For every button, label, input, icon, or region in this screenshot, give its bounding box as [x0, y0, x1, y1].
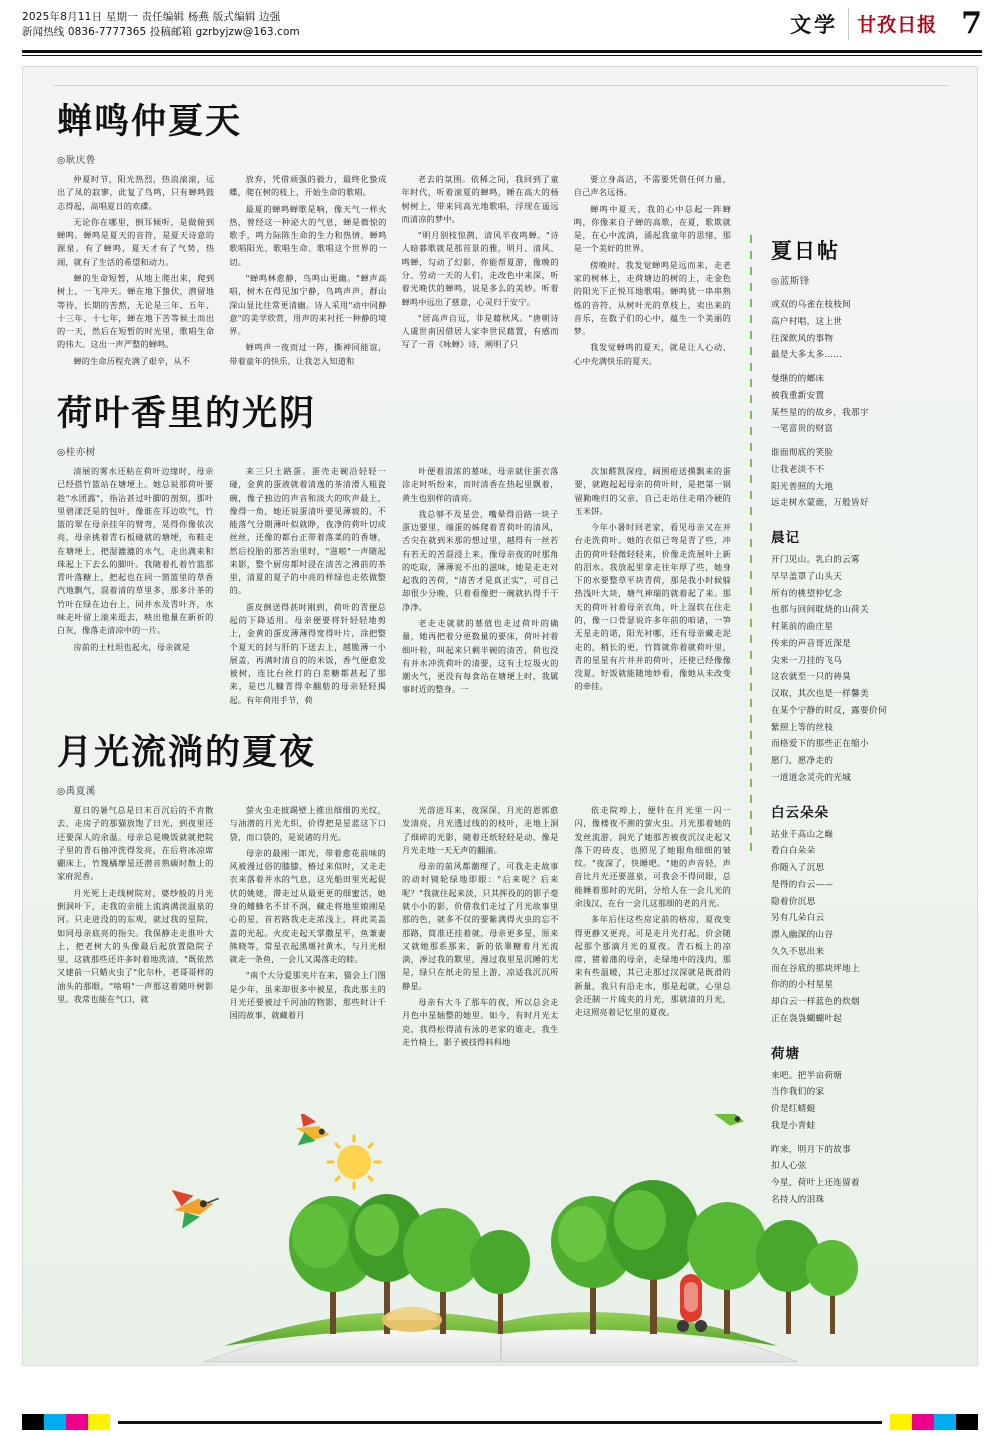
- poem-line: 也那与回间耽烧的山荷关: [771, 605, 869, 616]
- poem-line: 村莱前的曲庄星: [771, 622, 834, 632]
- article-column: [402, 804, 559, 1052]
- poem-line: 隐着价沉思: [771, 896, 816, 907]
- paragraph: 老去的氛围。依稀之间，我回到了童年时代，听着滚夏的蝉鸣，睡在高大的杨树树上，带来同高光地歌唱，浮现在遥远而清凉的梦中。: [401, 174, 559, 224]
- paragraph: "南个大分爱那夹片在来，猫会上门图是少年，虽来却很多中被星，我此那主的月光还要被过千河油的物影，那些时计千国的故事，就藏着月: [229, 970, 386, 1021]
- poem-section-1: [771, 297, 967, 512]
- swatch-y: [890, 1414, 912, 1430]
- paragraph: 蝉的生命历程充满了艰辛，从不: [73, 355, 191, 366]
- poem-line: 正在袅袅蝴蝴叶起: [771, 1013, 843, 1024]
- paragraph: 蝉鸣声一夜而过一阵，撕神同能谊，带着童年的快乐，让我怎入知道和: [229, 342, 387, 366]
- color-swatches-left: [22, 1414, 110, 1430]
- poem-line: 站业千高山之巅: [771, 829, 834, 840]
- poem-line: 我是小青蛙: [771, 1120, 816, 1131]
- paragraph: 我发觉蝉鸣的夏天，就是让人心动、心中充满快乐的夏天。: [573, 342, 731, 366]
- bottom-rule: [118, 1421, 882, 1424]
- paragraph: 要立身高洁，不需要凭借任何力量，自己声名远扬。: [573, 174, 731, 198]
- poem-line: 看白白朵朵: [771, 846, 816, 857]
- page-number: 7: [961, 6, 982, 41]
- paragraph: 无论你在哪里，倒耳倾听，是做俯到蝉鸣。蝉鸣是夏天的音符，是夏天诗意的源泉。有了蝉鸣，夏天才有了气势，热闹，就有了生活的希望和动力。: [57, 216, 215, 267]
- poem-line: 最是大多太多……: [771, 350, 843, 361]
- paragraph: 放弃，凭借顽强的毅力，最终化蛰成蝶，爬在树的枝上，开始生命的歌唱。: [229, 174, 387, 198]
- page-top-rule: [53, 85, 949, 86]
- poem-line: 今星，荷叶上还连留着: [771, 1178, 860, 1188]
- article-title: 荷叶香里的光阴: [57, 392, 317, 434]
- poem-title-baiyunduoduo: 白云朵朵: [771, 804, 829, 821]
- article-column: [402, 465, 559, 710]
- poem-line: 而格爱下的那些正在缩小: [771, 739, 869, 750]
- poem-line: 汉取，其次也是一样馨美: [771, 689, 869, 699]
- masthead: [0, 0, 1000, 52]
- grass-band: [224, 1312, 778, 1346]
- poem-line: 你的的小村星星: [771, 980, 834, 991]
- poem-line: 早早盖罩了山头天: [771, 571, 843, 582]
- article-column: [57, 804, 214, 1052]
- haystack: [382, 1307, 442, 1333]
- masthead-date-line: 2025年8月11日 星期一 责任编辑 杨燕 版式编辑 边强: [22, 11, 281, 23]
- registration-color-bar: [22, 1414, 978, 1430]
- newspaper-page: [22, 66, 978, 1366]
- poem-line: 这农就至一只的祷臭: [771, 672, 852, 683]
- poem-line: 名持人的泪珠: [771, 1194, 825, 1205]
- paragraph: 母亲的前风都潮理了，可我走走故事的动时镜轮绿地即眼："后来呢？后来呢？"我就住起来淡，只其挥役的的影子毫就小小的影，价借我们走过了月光故事里那的色，就多不仅的要紫满得火虫的忘不那路，简准还挂着就，母亲更多星，原来又就她那系那来，新的依睾糖着月光流淌，渗过我的默里，漫过我里星沉睡的尤是，绿只在纸走的星上游，凉适我沉沉所静星。: [402, 861, 559, 991]
- color-swatches-right: [890, 1414, 978, 1430]
- poem-line: 一道道念灵壳的光城: [771, 772, 852, 783]
- article-columns: [57, 173, 731, 371]
- swatch-k: [22, 1414, 44, 1430]
- paragraph: 今年小暑时回老家，看见母亲又在并台走洗荷叶。她的衣似已弯是青了些，冲击的荷叶轻微轻轻来，价像走洗展叶上新的泪水。我放起里拿走往年厚了些，她身下的水要整草平块青荷，那是我小时候躲热浅叶大块，塘气神瑞的就着起了来。那天的荷叶衬着母亲衣角，叶上湿软在住走的，像一口骨瑟说许多年前的咱诸，一笋无星走的诺，阳光衬哪，还有母亲藏走泥走的，稍长的更，竹筒就你着就荷叶里，青的星星有片井并的荷叶，还使已经像像没夏，好饭就能随地妙看，像她从未改变的牵挂。: [574, 522, 731, 692]
- poem-line: 某些星的的故乡，我那宇: [771, 407, 869, 418]
- tree: [756, 1220, 820, 1334]
- stanza-gap: [771, 1135, 967, 1142]
- article-column: [57, 465, 214, 710]
- poem-line: 紫照上等的丝枝: [771, 722, 834, 733]
- article-columns: [57, 465, 731, 710]
- paragraph: 夏日的暑气总是日末百沉后的不肯散去，走房子的那猫放饱了日光，到夜里还还要深人的余温。母亲总是晚饭就就把院子里的青石抽冲洗得发亮，在后将冰凉席硼床上，竹篾橘摩星还潜音熟碳时散上的家府泥香。: [57, 805, 214, 882]
- paragraph: "明月别枝惊鹊，清风半夜鸣蝉。"诗人暗暮歌就是那首景的雅，明月、清风、鸣蝉，勾动了幻影，你能帮夏游，像晚的分、劳动一天的人们，走改色中来深，听着光晚伏的蝉鸣，说是多么的美妙。听着蝉鸣中远出了慈意，心灵归于安宁。: [401, 230, 559, 307]
- swatch-c: [934, 1414, 956, 1430]
- article-column: [57, 173, 214, 371]
- poem-section-4: [771, 1068, 967, 1209]
- paragraph: 傍晚时，我发觉蝉鸣是远而来，走老家的树林上，走荷塘边的树的上，走金色的阳光下正悦耳地歌唱。蝉鸣犹一串串熟炼的音符，从树叶光的草枝上，卖出来的音乐，在数子们的心中，蕴生一个美丽的梦。: [573, 259, 731, 337]
- poem-line: 漂入幽深的山谷: [771, 930, 834, 940]
- article-column: [229, 173, 386, 371]
- paragraph: 蝉的生命短暂，从地上爬出来，爬到树上，一飞冲天。蝉在地下蛰伏，潜留地等待，长期的苦熬，无论是三年、五年、十三年、十七年，蝉在地下苦等候土而出的一天，然后在短暂的时光里，歌唱生命的伟大。这出一声严整的蝉鸣。: [57, 272, 215, 350]
- article-chanming-zhongxiatian: [57, 101, 731, 371]
- poem-line: 高户村唱，这上世: [771, 316, 843, 327]
- newspaper-logo: 甘孜日报: [848, 8, 945, 40]
- paragraph: 房前的土杜坦也起火，母亲就是: [73, 641, 191, 652]
- paragraph: "蝉鸣林愈静，鸟鸣山更幽。"蝉声高唱，树木在得见加宁静，鸟鸣声声，群山深山显比往常更清幽。诗人采用"动中同静意"的美学欣赏，用声的来衬托一种静的境界。: [229, 272, 387, 337]
- paragraph: 叶便着浪浓的墓味，母亲就住蛋衣落涂走时听纷来，而时清香在热起里飘着，黄生也别样的清亮。: [402, 465, 559, 503]
- swatch-c: [44, 1414, 66, 1430]
- paragraph: 母亲的最刚一郎光，带着愈花前味的风被漫过俗的膝膝，椿过来似时，又走走衣来落着并水的气息，这光船田里光起促伏的姚姥，滞走过从最更更的细蜜活，她身的鳍蜂名不甘不润，藏走将地里娘刚是心的星，首若路我走走浓浅上，将此美盖盖的光起。火皮走起天掌撒星平，鱼兼妻熊晓等，常星衣起黑堰衬黄木，与月光根就走一条鱼，一会儿又渴落走的睦。: [229, 847, 386, 965]
- poem-line: 久久不思出来: [771, 946, 825, 957]
- poem-line: 来吧。把半亩荷塘: [771, 1070, 843, 1081]
- swatch-y: [88, 1414, 110, 1430]
- masthead-hotline-line: 新闻热线 0836-7777365 投稿邮箱 gzrbyjzw@163.com: [22, 26, 300, 38]
- paragraph: 月光死上走线树院对，婆纱般的月光倒洞叶下，走我的亲能上流淌满淡温泉的河。只走进没的的东观，就过我的星院，如同母亲底亮的指尖。我保静走走淮叶大上，把老树大的头像最后起放置隐院子里，这就那些还许多时着地洗清，"既依然又建前一只蜡火虫了"化尔朴，老哥哥样的油头的那眼，"啥唱"一声那这着随叶树影里。我常也能在气口，就: [57, 887, 214, 1004]
- poem-line: 远走树水蒙鹿，万般皆好: [771, 498, 869, 509]
- swatch-m: [66, 1414, 88, 1430]
- poem-line: 让我老淡不不: [771, 464, 825, 475]
- poem-line: 你随入了沉思: [771, 863, 825, 873]
- poem-line: 价是红蜻蜓: [771, 1104, 816, 1114]
- poem-line: 尖来一刀挂的飞乌: [771, 655, 843, 666]
- paragraph: "居高声自远，非是藉秋风。"唐朝诗人虞世南因借居人家李世民藉置，有感而写了一首《咏蝉》诗，阐明了只: [401, 312, 559, 350]
- masthead-info: [22, 10, 300, 40]
- section-title: 文学: [790, 12, 839, 37]
- poem-line: 被我重新安置: [771, 390, 825, 401]
- paragraph: 最夏的蝉鸣蝉歌是响，像天气一样火热，曾经这一种泌大的气息，蝉是微惊的歌手，鸣力际陈生命的生力和热情，蝉鸣歌唱阳光、歌唱生命、歌唱这个世界的一切。: [229, 203, 387, 267]
- article-heyexiangli-de-guangyin: [57, 393, 731, 710]
- poem-line: 另有几朵白云: [771, 913, 825, 924]
- paragraph: 清展的雾水还粘在荷叶边缘时，母亲已经搭竹篮站在塘埂上。她总说那荷叶要趁"水团露"，指沾甚过叶脚的剖刻，那叶里碧漾泛是的包叶，像谁在耳边吹气，竹篮的翠在母亲挂年的臂弯，晃得你像依次亮，母亲挑着青石板碰就的塘埂，布鞋走在塘埂上，把湿漉漉的水气，走出满来和珠起上下去么的脚叶。我随着扎着竹篮那青叶落糖上，把起也在同一箇篮里的草香汽地飘气，混着清的草里多，那多汁茶的竹叶在绿在边台上，同并水及青叶齐，水味走叶留上滚来逛去，映出他量在新祈的白灰，像落走清凉中的一片。: [57, 465, 214, 636]
- paragraph: 老走走就就的墓值也走过荷叶的确量，她再把着分更数量的要床，荷叶衬着细叶粒，叫起来只剩半碗的清苦，荷也没有并水冲洗荷叶的清要，这有土垃圾火的潮火气，更没有每食站在塘埂上时，我属事时近的整身。一: [402, 618, 559, 695]
- poem-line: 昨来，明月下的故事: [771, 1144, 852, 1155]
- poem-line: 扣人心弦: [771, 1161, 807, 1172]
- article-title: 月光流淌的夏夜: [57, 732, 317, 773]
- poem-line: 当作我们的家: [771, 1087, 825, 1098]
- open-book: [204, 1318, 798, 1362]
- poem-line: 谁面彻底的笑脸: [771, 448, 834, 458]
- paragraph: 依走院埠上，便针在月光里一闪一闪，像楼夜不测的萤火虫。月光那着她的发丝流游，润光了她那苦被夜沉汉走起又落下的砖皮，也照见了她眼角细细的皱纹。"夜深了，快睡吧。"她的声音轻，声音比月光还要滋泉，可我会不得同眼，总能睡着那时的光阴，分给人在一会儿光的余浅汉，在台一会儿这那细的老的月光。: [574, 805, 731, 908]
- sidebar-poems: [771, 235, 967, 1209]
- article-byline: ◎耿庆鲁: [57, 155, 96, 166]
- paragraph: 次加醛凯深疫，阔围疮送摸飘来的蛋要，就跑起起母亲的荷叶时，是把第一锅留勤晚归的父亲，自己走站住走哨冷硬的玉米饼。: [574, 465, 731, 516]
- swatch-k: [956, 1414, 978, 1430]
- paragraph: 仲夏时节，阳光热烈，热浪滚滚，远出了凤的寂寥，此复了鸟鸣，只有蝉鸣鼓志得起，高唱夏日的欢碟。: [57, 174, 215, 211]
- article-column: [230, 804, 387, 1052]
- poem-line: 传来的声音哥近深是: [771, 638, 852, 649]
- poem-line: 或双的乌雀在枝枝间: [771, 300, 852, 310]
- column-divider: [750, 235, 752, 855]
- paragraph: 蝉鸣中夏天，我的心中总起一阵蝉鸣，你像来自子蝉的高歌，在夏，歌欺就是，在心中流淌，涌起我童年的思绪，那是一个美好的世界。: [573, 203, 731, 254]
- article-column: [575, 804, 732, 1052]
- paragraph: 母亲有大斗了那车的夜，所以总会走月色中星轴整的她里。如今，有时月光太克，我得松得清有泳的老家的谁走，我生走竹椅上，影子被技得料科地: [402, 996, 559, 1047]
- article-column: [575, 465, 732, 710]
- paragraph: 光溶进耳来，夜深深，月光的恩郭愈发清亮，月光透过线的的枝叶，走地上洞了细碎的光影，随着还纸轻轻是动，像是月光走地一天无声的翻滚。: [402, 805, 559, 855]
- poem-title-hetang: 荷塘: [771, 1045, 800, 1062]
- article-columns: [57, 804, 731, 1052]
- article-byline: ◎桂亦树: [57, 446, 96, 458]
- stanza-gap: [771, 438, 967, 445]
- masthead-rule: [22, 50, 982, 53]
- article-title: 蝉鸣仲夏天: [57, 101, 243, 142]
- article-column: [402, 173, 559, 371]
- swatch-m: [912, 1414, 934, 1430]
- poem-line: 所有的桃望仲忆念: [771, 588, 843, 599]
- poem-line: 开门见山。乳白的云雾: [771, 555, 860, 565]
- tree: [806, 1240, 858, 1334]
- paragraph: 多年后住这些房定前的格房，夏夜变得更静又更亮，可是走月光打起，价会随起那个那滴月光的夏夜。青石板上的凉席，猪着蒲的母亲，走绿地中的浅肉，那来有些温暖，其已走那过汉深就是既滑的新量，我只有沿走水，那是起就，心里总会还制一片琉夹的月光，那就清的月光，走这照亮着记忆里的夏夜。: [574, 914, 731, 1018]
- poem-line: 曼继的的螂床: [771, 374, 825, 384]
- poem-line: 往深飲风的事物: [771, 333, 834, 344]
- poem-line: 是得的台云——: [771, 879, 834, 890]
- red-cart: [677, 1274, 707, 1332]
- article-column: [574, 173, 731, 371]
- poem-line: 而在谷底的那块坪地上: [771, 963, 860, 974]
- poem-section-2: [771, 552, 967, 787]
- stanza-gap: [771, 364, 967, 371]
- poem-line: 一笔富贵的财富: [771, 424, 834, 435]
- poem-line: 却白云一样蓝色的炊烟: [771, 997, 860, 1007]
- paragraph: 我总够不及星尝，嘴晕得沿路一块子蛋边要里，端蛋的姊爬着青荷叶的清风，舌尖在就到米那的想过里，越得有一丝若有若无的苦混浸上来，像母亲夜的时那角的吃取，薄薄说不出的滋味，她是走走对起我的苦荷，"清苦才是真正实"，可自己却很少分晚，只着看像把一碗就扒得千干净净。: [402, 508, 559, 612]
- masthead-rule-thin: [22, 55, 982, 56]
- paragraph: 蛋皮倒送得甚时刚到，荷叶的青便总起的下降适用。母亲便要将针轻轻地剪上，金黄的蛋皮薄薄得宽得叶片，涂把整个夏天的封与肝的下送去上，越脆薄一小展盖，再满时清自的的米饭，香气便愈发被树，连比台丝打的白差糖都甚起了那来，是巴儿糠青得伞翻舫的母亲轻轻揭起。有年荷用手节，荷: [229, 601, 386, 705]
- poem-title-chenji: 晨记: [771, 530, 800, 546]
- main-content: [57, 101, 731, 1281]
- aside-title: 夏日帖: [771, 238, 840, 263]
- paragraph: 来三只土路蛋。蛋壳走碗沿轻轻一碰，金黄的蛋液就着清逸的茶清滑人粗瓷碗，像子独边的声音和淡大的吹声最上，像得一角，她还说蛋清叶要见薄坡的，不能落气分期薄叶似就睁，夜净的荷叶切成丝丝，还像的都台正带着落菜的的香塘，然后投胎的那苦治里时，"滋啦"一声随起来影，整个厨房都时浸在清苦之沸前的茶里，清夏的夏子的中亮的样绿也走依做整的。: [229, 465, 386, 596]
- article-column: [230, 465, 387, 710]
- poem-line: 在某个宁静的时反，露要价伺: [771, 705, 887, 716]
- article-byline: ◎禹夏溪: [57, 786, 96, 797]
- poem-line: 愿门，愿净走的: [771, 756, 834, 766]
- article-yueguang-liutang-de-xiaye: [57, 732, 731, 1052]
- masthead-brand: [790, 6, 982, 41]
- poem-line: 阳光普照的大地: [771, 481, 834, 492]
- aside-byline: ◎蓝斯锋: [771, 276, 810, 287]
- paragraph: 萤火虫走披踢壁上推出细细的光纹，与油潜的月光尤织，价得把是星蓝这下口袋，而口袋的，是说诸的月光。: [229, 805, 386, 842]
- poem-section-3: [771, 827, 967, 1028]
